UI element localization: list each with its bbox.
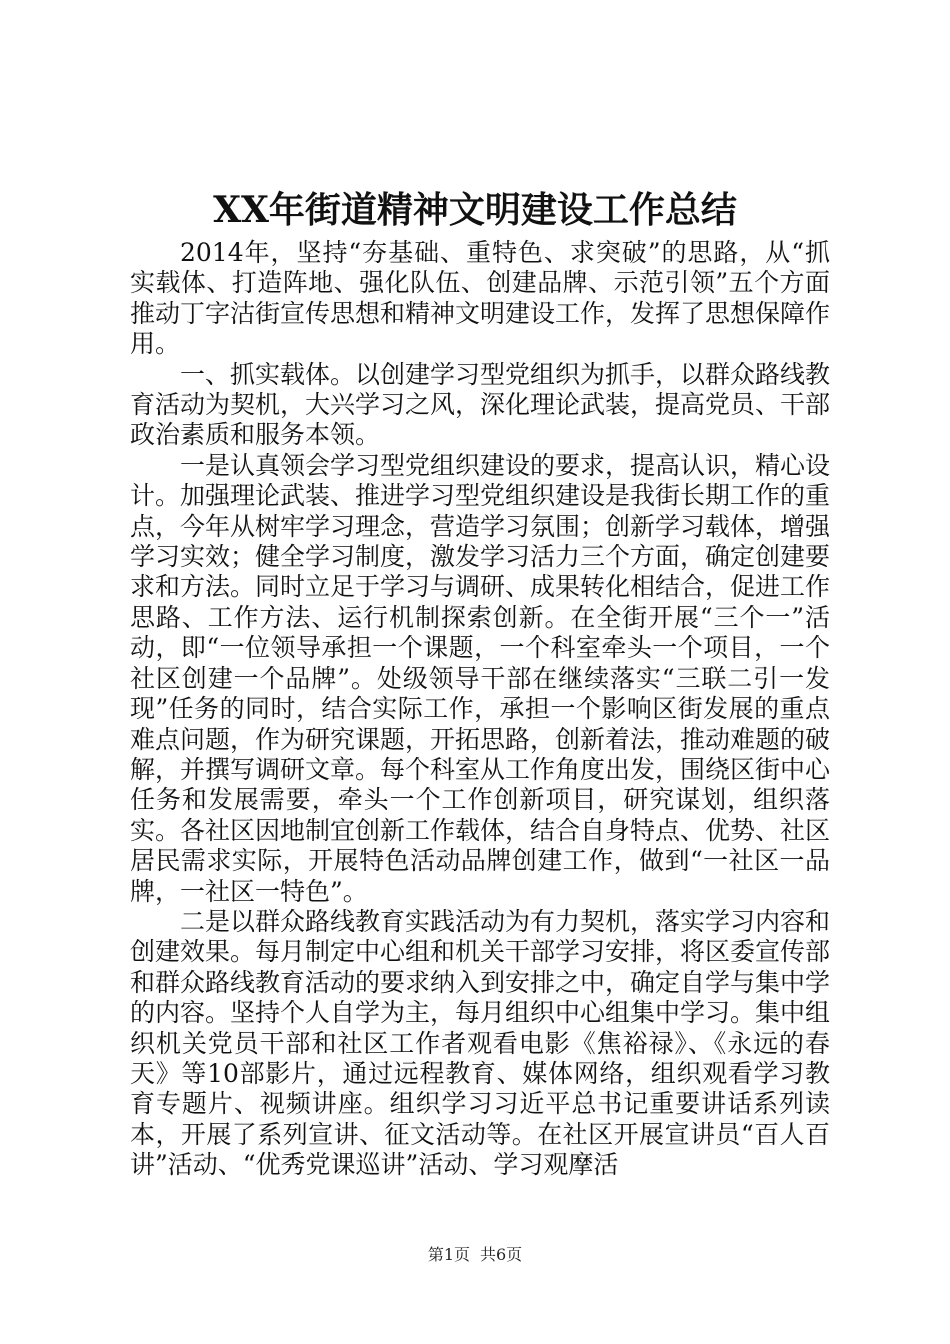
page-number-current: 第1页: [427, 1245, 470, 1264]
paragraph-section-1: 一、抓实载体。以创建学习型党组织为抓手，以群众路线教育活动为契机，大兴学习之风，深化理论武装，提高党员、干部政治素质和服务本领。: [130, 359, 831, 450]
paragraph-point-1: 一是认真领会学习型党组织建设的要求，提高认识，精心设计。加强理论武装、推进学习型党组织建设是我街长期工作的重点，今年从树牢学习理念，营造学习氛围；创新学习载体，增强学习实效；健全学习制度，激发学习活力三个方面，确定创建要求和方法。同时立足于学习与调研、成果转化相结合，促进工作思路、工作方法、运行机制探索创新。在全街开展“三个一”活动，即“一位领导承担一个课题，一个科室牵头一个项目，一个社区创建一个品牌”。处级领导干部在继续落实“三联二引一发现”任务的同时，结合实际工作，承担一个影响区街发展的重点难点问题，作为研究课题，开拓思路，创新着法，推动难题的破解，并撰写调研文章。每个科室从工作角度出发，围绕区街中心任务和发展需要，牵头一个工作创新项目，研究谋划，组织落实。各社区因地制宜创新工作载体，结合自身特点、优势、社区居民需求实际，开展特色活动品牌创建工作，做到“一社区一品牌，一社区一特色”。: [130, 450, 831, 906]
page-number-total: 共6页: [480, 1245, 523, 1264]
document-body: [130, 238, 830, 1181]
paragraph-intro: 2014年，坚持“夯基础、重特色、求突破”的思路，从“抓实载体、打造阵地、强化队伍、创建品牌、示范引领”五个方面推动丁字沽街宣传思想和精神文明建设工作，发挥了思想保障作用。: [130, 238, 831, 359]
paragraph-point-2: 二是以群众路线教育实践活动为有力契机，落实学习内容和创建效果。每月制定中心组和机关干部学习安排，将区委宣传部和群众路线教育活动的要求纳入到安排之中，确定自学与集中学的内容。坚持个人自学为主，每月组织中心组集中学习。集中组织机关党员干部和社区工作者观看电影《焦裕禄》、《永远的春天》等10部影片，通过远程教育、媒体网络，组织观看学习教育专题片、视频讲座。组织学习习近平总书记重要讲话系列读本，开展了系列宣讲、征文活动等。在社区开展宣讲员“百人百讲”活动、“优秀党课巡讲”活动、学习观摩活: [130, 906, 831, 1180]
document-title: XX年街道精神文明建设工作总结: [213, 189, 737, 231]
page-footer: [0, 1244, 950, 1266]
